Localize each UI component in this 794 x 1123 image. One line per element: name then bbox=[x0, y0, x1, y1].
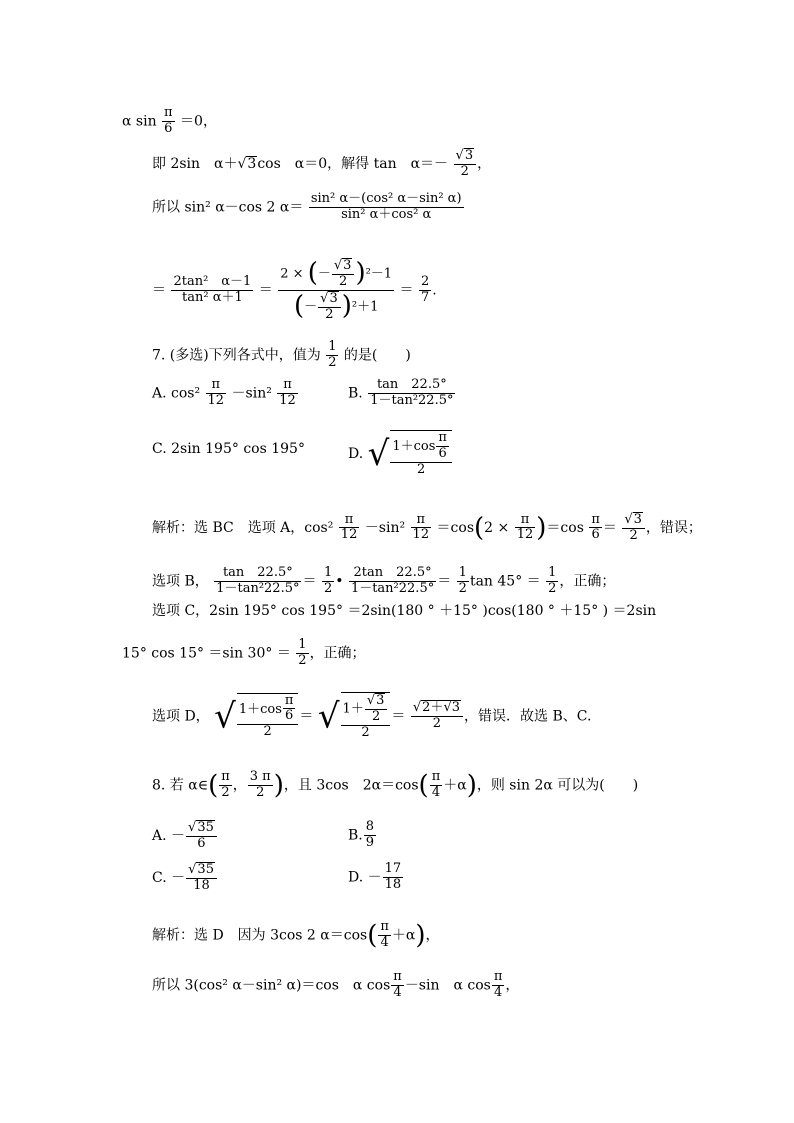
numerator bbox=[390, 431, 452, 463]
text: 8. 若 α∈ bbox=[152, 777, 209, 794]
fraction bbox=[283, 694, 296, 725]
numerator bbox=[318, 291, 341, 308]
denominator: 2 bbox=[339, 273, 348, 289]
q7-solution-5 bbox=[152, 692, 591, 741]
line-3 bbox=[152, 192, 465, 223]
radicand: 3 bbox=[633, 512, 642, 527]
numerator bbox=[341, 693, 391, 726]
fraction bbox=[419, 275, 431, 306]
q7-option-d[interactable] bbox=[348, 430, 453, 478]
q7-solution-3 bbox=[152, 604, 656, 618]
denominator: 6 bbox=[164, 120, 173, 136]
text: －sin² bbox=[231, 385, 272, 402]
sqrt-symbol: √ bbox=[317, 696, 340, 737]
denominator: 2 bbox=[548, 580, 557, 596]
fraction bbox=[365, 693, 388, 725]
denominator: 12 bbox=[207, 392, 225, 408]
text: 7. (多选)下列各式中，值为 bbox=[152, 347, 321, 364]
numerator: π bbox=[164, 105, 173, 120]
numerator bbox=[411, 700, 463, 717]
denominator: 6 bbox=[285, 708, 294, 724]
q7-solution-1 bbox=[152, 512, 702, 544]
text: 选项 C，2sin 195° cos 195° ＝2sin(180 ° ＋15° )cos(180 ° ＋15° ) ＝2sin bbox=[152, 603, 657, 619]
numerator: π bbox=[591, 511, 600, 527]
text: 1＋cos bbox=[238, 701, 282, 717]
q8-solution-2 bbox=[152, 970, 519, 1001]
numerator: tan 22.5° bbox=[368, 378, 455, 394]
sqrt-symbol: √ bbox=[624, 512, 633, 527]
text: ＝ bbox=[152, 282, 166, 299]
text: ＝ bbox=[302, 573, 317, 590]
text: • bbox=[335, 573, 344, 590]
q8-option-c[interactable] bbox=[152, 862, 218, 894]
text: 2 × bbox=[484, 519, 510, 536]
text: tan 45° ＝ bbox=[469, 573, 541, 590]
numerator bbox=[622, 512, 645, 529]
line-4 bbox=[152, 258, 437, 323]
radicand: 3 bbox=[343, 258, 352, 273]
radicand: 3 bbox=[247, 155, 257, 172]
radicand: 3 bbox=[376, 693, 385, 708]
text: 3 bbox=[451, 700, 461, 716]
paren: ( bbox=[208, 770, 219, 801]
text: ＝ bbox=[602, 519, 617, 536]
numerator: π bbox=[393, 969, 402, 984]
fraction bbox=[364, 820, 376, 851]
fraction bbox=[309, 192, 464, 223]
text: ，则 sin 2α 可以为( ) bbox=[476, 777, 639, 794]
q7-stem bbox=[152, 340, 411, 371]
denominator: 7 bbox=[420, 289, 430, 305]
radicand: 35 bbox=[197, 820, 214, 835]
fraction bbox=[186, 820, 217, 852]
denominator: 2 bbox=[371, 708, 381, 724]
numerator: 1 bbox=[328, 339, 337, 354]
text: － bbox=[304, 299, 318, 315]
numerator: π bbox=[493, 969, 503, 984]
fraction bbox=[457, 566, 469, 597]
text: ，错误； bbox=[645, 519, 702, 536]
text: ＝ bbox=[258, 282, 273, 299]
denominator: 2 bbox=[460, 163, 469, 179]
text: D. bbox=[348, 445, 364, 462]
sqrt-symbol: √ bbox=[188, 820, 197, 835]
text: 所以 3(cos² α－sin² α)＝cos α cos bbox=[152, 977, 391, 994]
numerator: sin² α－(cos² α－sin² α) bbox=[310, 191, 462, 206]
text: ，且 3cos 2α＝cos bbox=[283, 777, 419, 794]
text: D. － bbox=[348, 869, 382, 886]
denominator: 2 bbox=[221, 784, 230, 800]
fraction bbox=[171, 275, 253, 306]
paren: ( bbox=[474, 512, 485, 543]
text: ， bbox=[425, 927, 440, 944]
text: 的是( ) bbox=[343, 347, 411, 364]
fraction bbox=[391, 970, 404, 1001]
numerator: π bbox=[206, 378, 227, 394]
text: A. cos² bbox=[152, 385, 201, 402]
denominator bbox=[278, 291, 394, 323]
fraction bbox=[390, 430, 452, 478]
numerator: 2 bbox=[420, 273, 430, 289]
q8-option-a[interactable] bbox=[152, 820, 218, 852]
big-fraction bbox=[278, 258, 394, 323]
denominator: 18 bbox=[384, 876, 402, 892]
sqrt-symbol: √ bbox=[455, 148, 464, 163]
fraction bbox=[378, 920, 391, 951]
text: ，正确； bbox=[309, 645, 366, 662]
text: ，正确； bbox=[559, 573, 616, 590]
paren: ) bbox=[273, 770, 284, 801]
numerator bbox=[237, 694, 299, 726]
line-2 bbox=[152, 148, 491, 180]
fraction bbox=[332, 258, 355, 290]
fraction bbox=[322, 566, 334, 597]
fraction bbox=[622, 512, 645, 544]
text: ＝ bbox=[399, 282, 414, 299]
q7-option-c[interactable] bbox=[152, 442, 305, 456]
text: ， bbox=[505, 977, 520, 994]
numerator: π bbox=[339, 513, 360, 529]
text: ＝0， bbox=[180, 113, 217, 130]
denominator: 2 bbox=[298, 652, 307, 668]
denominator: 1－tan²22.5° bbox=[350, 580, 435, 596]
fraction bbox=[318, 291, 341, 323]
numerator: 2tan 22.5° bbox=[349, 566, 436, 582]
text: ＝cos bbox=[546, 519, 584, 536]
denominator: 1－tan²22.5° bbox=[216, 580, 300, 596]
fraction bbox=[339, 513, 360, 544]
sqrt-symbol: √ bbox=[333, 258, 343, 273]
fraction bbox=[162, 106, 175, 137]
denominator: 2 bbox=[263, 724, 272, 740]
q8-option-b[interactable] bbox=[348, 820, 377, 851]
denominator: 12 bbox=[279, 392, 296, 408]
text: 1＋ bbox=[342, 701, 364, 717]
text: B. bbox=[348, 385, 363, 402]
text: ＝ bbox=[437, 573, 452, 590]
denominator: 2 bbox=[323, 580, 333, 596]
numerator: π bbox=[411, 513, 432, 529]
q8-solution-1 bbox=[152, 920, 440, 951]
text: ＝ bbox=[299, 708, 314, 725]
fraction bbox=[546, 566, 558, 597]
fraction bbox=[214, 566, 301, 597]
fraction bbox=[411, 513, 432, 544]
fraction bbox=[206, 378, 227, 409]
denominator: 18 bbox=[193, 877, 210, 893]
numerator: π bbox=[221, 769, 230, 784]
sqrt-symbol: √ bbox=[367, 433, 390, 474]
paren: ( bbox=[293, 290, 305, 321]
paren: ) bbox=[355, 257, 366, 288]
numerator: 1 bbox=[298, 637, 307, 652]
sqrt-symbol: √ bbox=[366, 693, 376, 708]
fraction bbox=[411, 700, 463, 732]
fraction bbox=[368, 378, 455, 409]
sqrt-symbol: √ bbox=[320, 290, 329, 306]
numerator bbox=[454, 148, 477, 165]
sqrt-symbol: √ bbox=[412, 700, 422, 716]
denominator: 2 bbox=[361, 724, 370, 740]
denominator: 2 bbox=[432, 716, 442, 732]
denominator: 12 bbox=[340, 527, 358, 543]
fraction bbox=[589, 513, 602, 544]
text: 解析：选 BC 选项 A，cos² bbox=[152, 519, 334, 536]
radicand: 3 bbox=[464, 148, 474, 163]
paren: ( bbox=[367, 920, 378, 951]
numerator: π bbox=[515, 513, 536, 529]
numerator: tan 22.5° bbox=[214, 566, 301, 582]
text: cos α＝0，解得 tan α＝－ bbox=[257, 155, 449, 172]
numerator bbox=[365, 693, 388, 710]
fraction bbox=[492, 970, 505, 1001]
denominator: 2 bbox=[325, 306, 334, 322]
text: ＋α bbox=[443, 777, 467, 794]
sqrt-symbol: √ bbox=[188, 862, 197, 877]
q8-stem bbox=[152, 770, 638, 801]
denominator: 6 bbox=[591, 527, 600, 543]
denominator: 12 bbox=[412, 527, 430, 543]
paren: ( bbox=[418, 770, 429, 801]
numerator bbox=[332, 258, 355, 275]
numerator: 1 bbox=[323, 565, 333, 580]
numerator: 2tan² α－1 bbox=[173, 273, 252, 289]
text: ²＋1 bbox=[351, 299, 379, 315]
text: ＝cos bbox=[436, 519, 475, 536]
text: 所以 sin² α－cos 2 α＝ bbox=[152, 199, 304, 216]
numerator: 1 bbox=[548, 565, 557, 580]
denominator: 9 bbox=[365, 834, 375, 850]
text: －sin² bbox=[364, 519, 406, 536]
denominator: 12 bbox=[516, 527, 534, 543]
fraction bbox=[349, 566, 436, 597]
text: 2＋ bbox=[422, 700, 444, 716]
denominator: 4 bbox=[380, 934, 389, 950]
fraction bbox=[341, 692, 391, 741]
denominator: 4 bbox=[393, 984, 402, 1000]
denominator: 1－tan²22.5° bbox=[370, 392, 454, 408]
denominator: 2 bbox=[629, 527, 638, 543]
radicand bbox=[421, 700, 461, 716]
paren: ( bbox=[307, 257, 318, 288]
denominator: tan² α＋1 bbox=[182, 289, 243, 305]
fraction bbox=[454, 148, 477, 180]
sqrt-symbol: √ bbox=[237, 155, 247, 172]
numerator: 17 bbox=[384, 861, 402, 876]
paren: ) bbox=[415, 920, 426, 951]
line-1 bbox=[122, 106, 217, 137]
sqrt-symbol: √ bbox=[214, 696, 236, 737]
numerator: π bbox=[284, 692, 294, 708]
numerator bbox=[186, 820, 217, 837]
fraction bbox=[237, 693, 299, 741]
q7-option-a[interactable] bbox=[152, 378, 299, 409]
text: ，错误．故选 B、C. bbox=[464, 708, 592, 725]
paren: ) bbox=[536, 512, 547, 543]
numerator: π bbox=[277, 378, 298, 394]
fraction bbox=[430, 770, 443, 801]
fraction bbox=[515, 513, 536, 544]
text: 2 × bbox=[280, 266, 304, 282]
text: 15° cos 15° ＝sin 30° ＝ bbox=[122, 645, 291, 662]
q8-option-d[interactable] bbox=[348, 862, 404, 893]
denominator: 6 bbox=[438, 445, 447, 461]
fraction bbox=[248, 770, 273, 801]
numerator: π bbox=[380, 919, 389, 934]
denominator: 2 bbox=[256, 784, 265, 800]
text: α sin bbox=[122, 113, 157, 130]
text: 即 2sin α＋ bbox=[152, 155, 238, 172]
sqrt-symbol: √ bbox=[443, 700, 452, 716]
fraction bbox=[296, 638, 308, 669]
text: A. － bbox=[152, 827, 186, 844]
q7-solution-2 bbox=[152, 566, 615, 597]
numerator: 8 bbox=[365, 819, 375, 834]
denominator: sin² α＋cos² α bbox=[341, 206, 432, 222]
denominator: 2 bbox=[416, 461, 426, 477]
fraction bbox=[383, 862, 404, 893]
fraction bbox=[436, 431, 449, 462]
text: . bbox=[432, 282, 437, 299]
numerator: 1 bbox=[458, 565, 467, 580]
paren: ) bbox=[341, 290, 352, 321]
fraction bbox=[219, 770, 232, 801]
radicand: 35 bbox=[197, 862, 214, 877]
numerator: π bbox=[438, 430, 447, 445]
fraction bbox=[186, 862, 217, 894]
numerator: 3 π bbox=[249, 769, 271, 784]
radicand: 3 bbox=[329, 290, 338, 306]
denominator: 2 bbox=[328, 354, 337, 370]
text: 解析：选 D 因为 3cos 2 α＝cos bbox=[152, 927, 368, 944]
denominator: 6 bbox=[197, 835, 206, 851]
denominator: 4 bbox=[493, 984, 503, 1000]
text: B. bbox=[348, 827, 363, 844]
denominator: 2 bbox=[458, 580, 467, 596]
fraction bbox=[277, 378, 298, 409]
text: ＝ bbox=[391, 708, 406, 725]
numerator bbox=[186, 862, 217, 879]
fraction bbox=[326, 340, 338, 371]
text: ＋α bbox=[391, 927, 416, 944]
text: 1＋cos bbox=[392, 438, 436, 454]
text: －sin α cos bbox=[404, 977, 491, 994]
text: 选项 D， bbox=[152, 708, 210, 725]
paren: ) bbox=[466, 770, 477, 801]
denominator: 4 bbox=[431, 784, 441, 800]
text: ²－1 bbox=[365, 266, 393, 282]
text: － bbox=[317, 266, 331, 282]
text: C. － bbox=[152, 869, 186, 886]
numerator: π bbox=[431, 769, 441, 784]
text: ， bbox=[232, 777, 247, 794]
text: ， bbox=[477, 155, 492, 172]
q7-option-b[interactable] bbox=[348, 378, 456, 409]
text: 选项 B， bbox=[152, 573, 209, 590]
text: C. 2sin 195° cos 195° bbox=[152, 441, 305, 457]
q7-solution-4 bbox=[122, 638, 366, 669]
numerator bbox=[278, 258, 394, 291]
